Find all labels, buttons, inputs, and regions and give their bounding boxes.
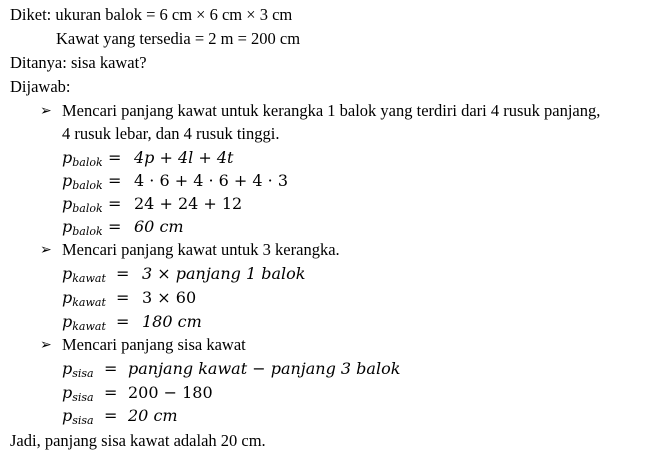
equation-rhs: 24 + 24 + 12 <box>134 194 243 213</box>
given-line-2: Kawat yang tersedia = 2 m = 200 cm <box>56 29 301 48</box>
step-2-equation-2 <box>62 287 196 314</box>
equation-sub: balok <box>72 156 103 169</box>
equation-sub: kawat <box>72 272 106 285</box>
equation-sub: sisa <box>72 414 94 427</box>
equation-rhs: 3 × panjang 1 balok <box>142 264 306 283</box>
step-2-equation-3 <box>62 311 202 338</box>
step-3-equation-1 <box>62 358 400 385</box>
equation-rhs: 4p + 4l + 4t <box>134 148 234 167</box>
equation-var: p <box>62 217 73 236</box>
equation-rhs: 180 cm <box>142 312 202 331</box>
equation-sub: sisa <box>72 367 94 380</box>
equation-var: p <box>62 194 73 213</box>
equation-equals: = <box>108 148 122 167</box>
equation-rhs: 4 · 6 + 4 · 6 + 4 · 3 <box>134 171 289 190</box>
equation-var: p <box>62 383 73 402</box>
step-1-equation-4 <box>62 216 184 243</box>
step-3-bullet-icon: ➢ <box>40 337 52 353</box>
equation-var: p <box>62 312 73 331</box>
equation-sub: kawat <box>72 296 106 309</box>
equation-equals: = <box>108 194 122 213</box>
equation-equals: = <box>116 288 130 307</box>
step-2-bullet-icon: ➢ <box>40 242 52 258</box>
equation-var: p <box>62 171 73 190</box>
step-2-text-line-1: Mencari panjang kawat untuk 3 kerangka. <box>62 240 340 259</box>
equation-equals: = <box>104 406 118 425</box>
equation-var: p <box>62 406 73 425</box>
equation-rhs: panjang kawat − panjang 3 balok <box>128 359 401 378</box>
equation-equals: = <box>108 217 122 236</box>
equation-equals: = <box>116 264 130 283</box>
equation-sub: balok <box>72 202 103 215</box>
equation-var: p <box>62 288 73 307</box>
equation-rhs: 60 cm <box>134 217 184 236</box>
equation-sub: balok <box>72 179 103 192</box>
equation-var: p <box>62 359 73 378</box>
equation-sub: sisa <box>72 391 94 404</box>
equation-equals: = <box>108 171 122 190</box>
given-line-1: Diket: ukuran balok = 6 cm × 6 cm × 3 cm <box>10 5 293 24</box>
equation-rhs: 200 − 180 <box>128 383 213 402</box>
equation-equals: = <box>116 312 130 331</box>
equation-sub: balok <box>72 225 103 238</box>
step-3-text-line-1: Mencari panjang sisa kawat <box>62 335 246 354</box>
equation-rhs: 20 cm <box>128 406 178 425</box>
step-2-equation-1 <box>62 263 305 290</box>
equation-rhs: 3 × 60 <box>142 288 197 307</box>
step-1-bullet-icon: ➢ <box>40 103 52 119</box>
equation-equals: = <box>104 359 118 378</box>
asked-line: Ditanya: sisa kawat? <box>10 53 147 72</box>
step-3-equation-3 <box>62 405 178 432</box>
equation-sub: kawat <box>72 320 106 333</box>
conclusion-line: Jadi, panjang sisa kawat adalah 20 cm. <box>10 431 266 450</box>
step-1-text-line-2: 4 rusuk lebar, dan 4 rusuk tinggi. <box>62 124 280 143</box>
equation-var: p <box>62 264 73 283</box>
equation-var: p <box>62 148 73 167</box>
step-1-text-line-1: Mencari panjang kawat untuk kerangka 1 balok yang terdiri dari 4 rusuk panjang, <box>62 101 601 120</box>
equation-equals: = <box>104 383 118 402</box>
answer-heading: Dijawab: <box>10 77 71 96</box>
